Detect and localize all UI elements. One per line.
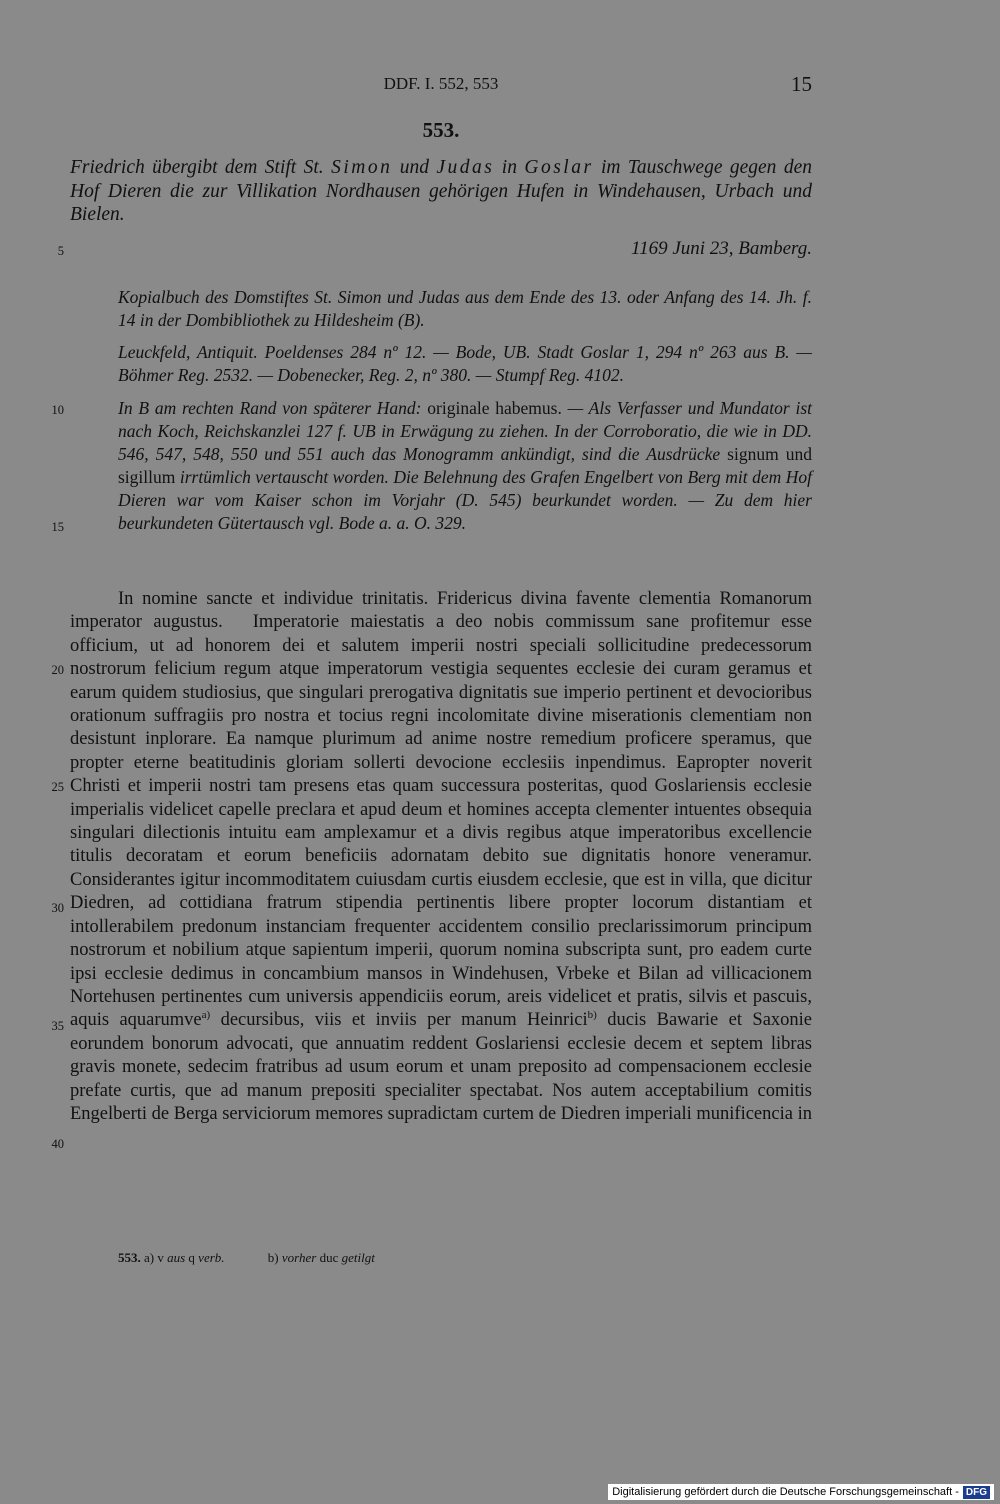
header-reference: DDF. I. 552, 553 — [383, 74, 499, 93]
note-editions: Leuckfeld, Antiquit. Poeldenses 284 nº 12. — Bode, UB. Stadt Goslar 1, 294 nº 263 aus B. — Böhmer Reg. 2532. — Dobenecker, Reg. 2, nº 380. — Stumpf Reg. 4102. — [118, 342, 812, 385]
apparatus-text: v — [157, 1250, 164, 1265]
title-spaced-name: Goslar — [524, 157, 594, 178]
note-commentary — [118, 397, 812, 535]
apparatus-number: 553. — [118, 1250, 141, 1265]
line-number: 10 — [51, 403, 64, 417]
note-quote: sigillum — [118, 467, 176, 487]
arenga-narratio: Imperatorie maiestatis a deo nobis commissum sane profitemur esse officium, ut ad honorem dei et salutem imperii nostri speciali sollicitudine predecessorum nostrorum felicium regum atque imperatorum vestigia sequentes ecclesie dei curam geramus et earum quidem studiosius, que singulari prerogativa dignitatis sue imperio pertinent et devocioribus orationum suffragiis pro nostra et tocius regni incolomitate divine miserationis clementiam non desistunt inplorare. Ea namque plurimum ad anime nostre remedium proficere speramus, que propter eterne beatitudinis gloriam sollerti devocione ecclesiis inpendimus. Eapropter noverit Christi et imperii nostri tam presens etas quam successura posteritas, quod Goslariensis ecclesie imperialis videlicet capelle preclara et apud deum et homines accepta clementer intuentes obsequia singulari dilectionis intuitu eam amplexamur et a divis regibus atque imperatoribus excellencie titulis decoratam et eorum beneficiis adornatam debito sue dignitatis honore veneramur. Considerantes igitur incommoditatem cuiusdam curtis eiusdem ecclesie, que est in villa, que dicitur Diedren, ad cottidiana fratrum stipendia pertinentis libere propter locorum distantiam et intollerabilem predonum instanciam frequenter accidentem consilio preclarissimorum principum nostrorum et nobilium atque sapientum imperii, quorum nomina subscripta sunt, pro eadem curte ipsi ecclesie dedimus in concambium mansos in Windehusen, Vrbeke et Bilan ad villicacionem Nortehusen pertinentes cum universis appendiciis eorum, areis videlicet et pratis, silvis et pascuis, aquis aquarumve — [70, 612, 812, 1031]
note-text: — Als Verfasser und Mundator ist nach Koch, Reichskanzlei 127 f. UB in Erwägung zu ziehen. In der Corroboratio, die wie in DD. 546, 547, 548, 550 und 551 auch das Monogramm ankündigt, sind die Ausdrücke — [118, 398, 813, 464]
dateline: 1169 Juni 23, Bamberg. — [630, 238, 812, 259]
apparatus-text: vorher — [281, 1250, 317, 1265]
critical-apparatus — [118, 1250, 818, 1266]
apparatus-text: verb. — [198, 1250, 225, 1265]
charter-text — [70, 588, 812, 1126]
apparatus-text: getilgt — [341, 1250, 375, 1265]
apparatus-label: b) — [267, 1250, 279, 1265]
charter-paragraph — [70, 588, 812, 1126]
note-text: In B am rechten Rand von späterer Hand: — [118, 398, 422, 418]
line-number: 30 — [51, 901, 64, 915]
apparatus-text: q — [188, 1250, 195, 1265]
title-part: in — [501, 157, 517, 178]
running-header — [70, 72, 812, 100]
apparatus-text: aus — [167, 1250, 186, 1265]
line-number: 20 — [51, 663, 64, 677]
page-number: 15 — [791, 72, 812, 96]
credit-text: Digitalisierung gefördert durch die Deutsche Forschungsgemeinschaft - — [612, 1486, 959, 1498]
invocatio-intitulatio: In nomine sancte et individue trinitatis. Fridericus divina favente clementia Romanorum imperator augustus. — [70, 589, 812, 633]
title-spaced-name: Simon — [331, 157, 393, 178]
charter-text-part: decursibus, viis et inviis per manum Heinrici — [210, 1010, 588, 1031]
footnote-mark-b: b) — [587, 1009, 597, 1022]
title-part: Friedrich übergibt dem Stift St. — [70, 157, 324, 178]
note-quote: signum — [727, 444, 779, 464]
apparatus-label: a) — [144, 1250, 155, 1265]
document-title — [70, 156, 812, 227]
note-quote: originale habemus. — [427, 398, 562, 418]
digitization-credit — [608, 1484, 994, 1500]
title-part: und — [399, 157, 429, 178]
dfg-logo: DFG — [963, 1486, 990, 1499]
line-number: 25 — [51, 780, 64, 794]
title-part: im Tauschwege gegen den Hof Dieren die zur Villikation Nordhausen gehörigen Hufen in Windehausen, Urbach und Bielen. — [70, 157, 812, 225]
apparatus-text: duc — [319, 1250, 339, 1265]
line-number: 40 — [51, 1137, 64, 1151]
document-number: 553. — [422, 118, 460, 142]
line-number: 5 — [57, 244, 64, 258]
footnote-mark-a: a) — [201, 1009, 211, 1022]
line-number: 35 — [51, 1019, 64, 1033]
title-spaced-name: Judas — [436, 157, 495, 178]
charter-text-part: ducis Bawarie et Saxonie eorundem bonorum advocati, que annuatim reddent Goslariensi ecclesie decem et septem libras gravis monete, sedecim fratribus ad usum eorum et unam preposito ad compensacionem ecclesie prefate curtis, que ad manum prepositi specialiter spectabat. Nos autem acceptabilium comitis Engelberti de Berga serviciorum memores supradictam curtem de Diedren imperiali munificencia in — [70, 1010, 813, 1124]
note-text: irrtümlich vertauscht worden. Die Belehnung des Grafen Engelbert von Berg mit dem Hof Dieren war vom Kaiser schon im Vorjahr (D. 545) beurkundet worden. — Zu dem hier beurkundeten Gütertausch vgl. Bode a. a. O. 329. — [118, 467, 812, 533]
line-number: 15 — [51, 520, 64, 534]
note-quote: und — [785, 444, 812, 464]
note-source: Kopialbuch des Domstiftes St. Simon und Judas aus dem Ende des 13. oder Anfang des 14. Jh. f. 14 in der Dombibliothek zu Hildesheim (B). — [118, 287, 812, 330]
